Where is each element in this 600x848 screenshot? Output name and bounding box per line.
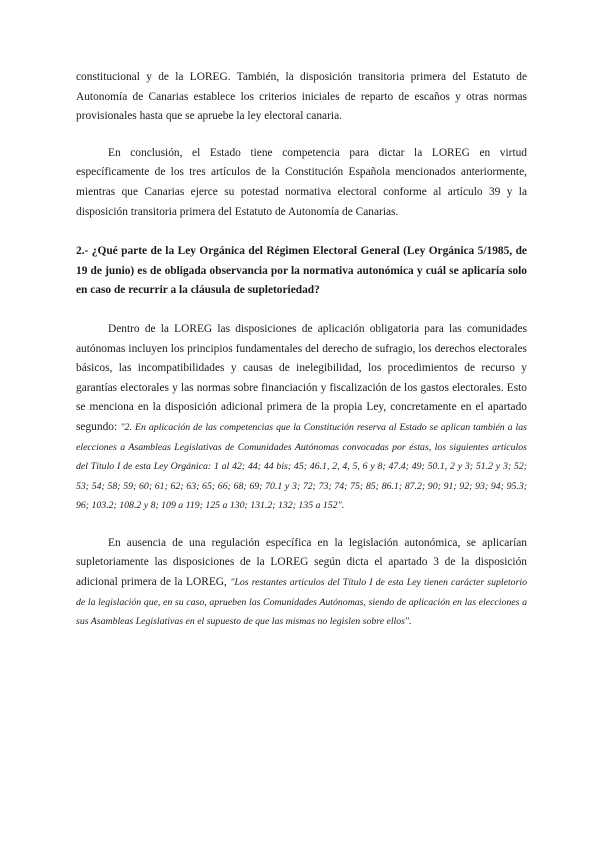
paragraph-continuation: constitucional y de la LOREG. También, la disposición transitoria primera del Estatuto de Autonomía de Canarias establece los criterios iniciales de reparto de escaños y otras normas provisionales hasta que se apruebe la ley electoral canaria.	[76, 71, 527, 123]
legal-quote: "2. En aplicación de las competencias que la Constitución reserva al Estado se aplican también a las elecciones a Asambleas Legislativas de Comunidades Autónomas convocadas por éstas, los siguientes artículos del Título I de esta Ley Orgánica: 1 al 42; 44; 44 bis; 45; 46.1, 2, 4, 5, 6 y 8; 47.4; 49; 50.1, 2 y 3; 51.2 y 3; 52; 53; 54; 58; 59; 60; 61; 62; 63; 65; 66; 68; 69; 70.1 y 3; 72; 73; 74; 75; 85; 86.1; 87.2; 90; 91; 92; 93; 94; 95.3; 96; 103.2; 108.2 y 8; 109 a 119; 125 a 130; 131.2; 132; 135 a 152".	[76, 421, 527, 512]
paragraph-text: En ausencia de una regulación específica en la legislación autonómica, se aplicarían supletoriamente las disposiciones de la LOREG según dicta el apartado 3 de la disposición adicional primera de la LOREG,	[76, 536, 527, 589]
document-body	[76, 68, 527, 632]
paragraph-conclusion: En conclusión, el Estado tiene competencia para dictar la LOREG en virtud específicamente de los tres artículos de la Constitución Española mencionados anteriormente, mientras que Canarias ejerce su potestad normativa electoral conforme al artículo 39 y la disposición transitoria primera del Estatuto de Autonomía de Canarias.	[76, 146, 527, 218]
paragraph-text: Dentro de la LOREG las disposiciones de aplicación obligatoria para las comunidades autónomas incluyen los principios fundamentales del derecho de sufragio, los derechos electorales básicos, las incompatibilidades y causas de inelegibilidad, los procedimientos de recurso y garantías electorales y las normas sobre financiación y fiscalización de los gastos electorales. Esto se menciona en la disposición adicional primera de la propia Ley, concretamente en el apartado segundo:	[76, 322, 527, 433]
paragraph-mandatory-provisions	[76, 320, 527, 516]
legal-quote: "Los restantes artículos del Título I de esta Ley tienen carácter supletorio de la legislación que, en su caso, aprueben las Comunidades Autónomas, siendo de aplicación en las elecciones a sus Asambleas Legislativas en el supuesto de que las mismas no legislen sobre ellos".	[76, 577, 527, 628]
question-heading: 2.- ¿Qué parte de la Ley Orgánica del Régimen Electoral General (Ley Orgánica 5/1985, de 19 de junio) es de obligada observancia por la normativa autonómica y cuál se aplicaría solo en caso de recurrir a la cláusula de supletoriedad?	[76, 245, 527, 297]
paragraph-supplementary-provisions	[76, 534, 527, 632]
